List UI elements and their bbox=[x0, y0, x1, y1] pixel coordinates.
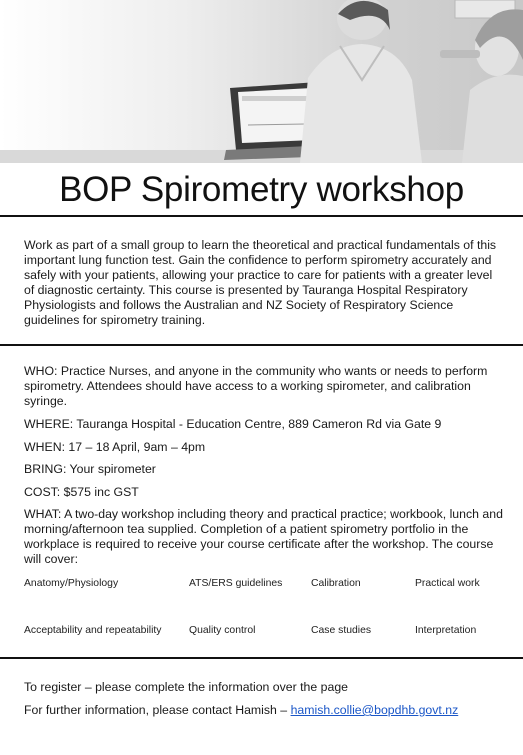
topic-item: Practical work bbox=[415, 578, 480, 589]
who-text: WHO: Practice Nurses, and anyone in the community who wants or needs to perform spirometry. Attendees should have access to a working spirometer, and calibration syringe. bbox=[24, 364, 488, 408]
email-link[interactable]: hamish.collie@bopdhb.govt.nz bbox=[290, 703, 459, 717]
when-text: WHEN: 17 – 18 April, 9am – 4pm bbox=[24, 440, 206, 454]
header-photo bbox=[0, 0, 523, 163]
divider bbox=[0, 215, 523, 217]
bring-text: BRING: Your spirometer bbox=[24, 462, 156, 476]
divider bbox=[0, 657, 523, 659]
intro-paragraph: Work as part of a small group to learn the theoretical and practical fundamentals of this important lung function test. Gain the confidence to perform spirometry accurately and safely with your patients, allowing your practice to care for patients with a greater level of diagnostic certainty. This course is presented by Tauranga Hospital Respiratory Physiologists and follows the Australian and NZ Society of Respiratory Science guidelines for spirometry training. bbox=[24, 238, 497, 327]
topic-item: Quality control bbox=[189, 625, 256, 636]
topic-item: Acceptability and repeatability bbox=[24, 625, 162, 636]
cost-text: COST: $575 inc GST bbox=[24, 485, 139, 499]
contact-text: For further information, please contact Hamish – bbox=[24, 703, 291, 717]
topic-item: Case studies bbox=[311, 625, 372, 636]
topic-item: Anatomy/Physiology bbox=[24, 578, 119, 589]
nurse-with-patient-spirometry-photo bbox=[0, 0, 523, 163]
topics-row bbox=[24, 625, 514, 639]
where-text: WHERE: Tauranga Hospital - Education Centre, 889 Cameron Rd via Gate 9 bbox=[24, 417, 442, 431]
register-text: To register – please complete the information over the page bbox=[24, 680, 349, 694]
what-text: WHAT: A two-day workshop including theory and practical practice; workbook, lunch and morning/afternoon tea supplied. Completion of a patient spirometry portfolio in the workplace is required to receive your course certificate after the workshop. The course will cover: bbox=[24, 507, 503, 566]
contact-line bbox=[24, 703, 508, 718]
topic-item: Interpretation bbox=[415, 625, 477, 636]
topic-item: ATS/ERS guidelines bbox=[189, 578, 283, 589]
page-title: BOP Spirometry workshop bbox=[59, 170, 464, 209]
topics-row bbox=[24, 578, 514, 592]
topic-item: Calibration bbox=[311, 578, 361, 589]
divider bbox=[0, 344, 523, 346]
